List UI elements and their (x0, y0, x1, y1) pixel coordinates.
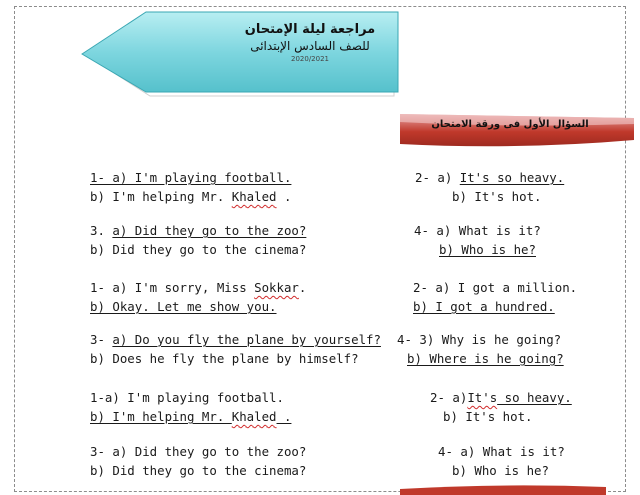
q1-line10-right: b) It's hot. (443, 409, 533, 424)
ribbon-label: السؤال الأول فى ورقة الامتحان (431, 119, 589, 130)
q1-line11-right: 4- a) What is it? (438, 444, 565, 459)
q1-line12-right: b) Who is he? (452, 463, 549, 478)
q1-line4-left: b) Did they go to the cinema? (90, 242, 307, 257)
q1-line10-left: b) I'm helping Mr. Khaled . (90, 409, 292, 424)
q1-line9-left: 1-a) I'm playing football. (90, 390, 284, 405)
q1-line6-left: b) Okay. Let me show you. (90, 299, 277, 314)
q1-line11-left: 3- a) Did they go to the zoo? (90, 444, 307, 459)
q1-line8-right: b) Where is he going? (407, 351, 564, 366)
q1-line4-right: b) Who is he? (439, 242, 536, 257)
page-year: 2020/2021 (291, 55, 329, 63)
q1-line9-right: 2- a)It's so heavy. (430, 390, 572, 405)
bottom-ribbon (398, 483, 608, 495)
q1-line3-left: 3. a) Did they go to the zoo? (90, 223, 307, 238)
q1-line2-right: b) It's hot. (452, 189, 542, 204)
q1-line6-right: b) I got a hundred. (413, 299, 555, 314)
q1-line7-left: 3- a) Do you fly the plane by yourself? (90, 332, 381, 347)
q1-line2-left: b) I'm helping Mr. Khaled . (90, 189, 292, 204)
q1-line1-right: 2- a) It's so heavy. (415, 170, 565, 185)
page-title: مراجعة ليلة الإمتحان (244, 22, 376, 37)
q1-line1-left: 1- a) I'm playing football. (90, 170, 292, 185)
q1-line8-left: b) Does he fly the plane by himself? (90, 351, 359, 366)
q1-line5-left: 1- a) I'm sorry, Miss Sokkar. (90, 280, 307, 295)
q1-line3-right: 4- a) What is it? (414, 223, 541, 238)
q1-line12-left: b) Did they go to the cinema? (90, 463, 307, 478)
header-text (190, 22, 430, 64)
q1-line5-right: 2- a) I got a million. (413, 280, 578, 295)
page-subtitle: للصف السادس الإبتدائى (250, 39, 370, 53)
q1-line7-right: 4- 3) Why is he going? (397, 332, 562, 347)
